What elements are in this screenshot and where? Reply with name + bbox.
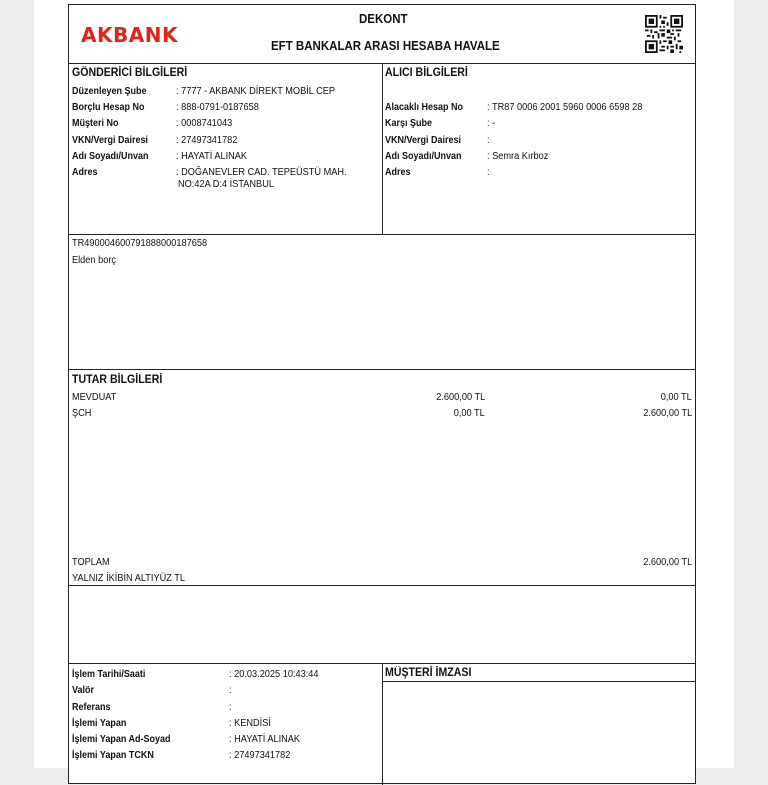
receiver-field-value: : TR87 0006 2001 5960 0006 6598 28 xyxy=(487,102,643,113)
sender-field-label: Adres xyxy=(72,167,98,178)
transaction-field-label: İşlemi Yapan TCKN xyxy=(72,750,154,761)
amount-in-words: YALNIZ İKİBİN ALTIYÜZ TL xyxy=(72,573,185,584)
document-title: DEKONT xyxy=(359,12,408,26)
sender-address-line1: : DOĞANEVLER CAD. TEPEÜSTÜ MAH. xyxy=(176,167,347,178)
transaction-field-label: Valör xyxy=(72,685,95,696)
receipt-document xyxy=(68,4,696,784)
amount-row-debit: 0,00 TL xyxy=(453,408,485,419)
transaction-field-value: : 27497341782 xyxy=(229,750,291,761)
transaction-field-value: : xyxy=(229,702,232,713)
sender-field-label: Borçlu Hesap No xyxy=(72,102,145,113)
transaction-field-value: : 20.03.2025 10:43:44 xyxy=(229,669,319,680)
receiver-field-label: Adres xyxy=(385,167,411,178)
transaction-note: Elden borç xyxy=(72,255,116,266)
divider xyxy=(69,369,695,370)
transaction-field-value: : xyxy=(229,685,232,696)
sender-field-label: VKN/Vergi Dairesi xyxy=(72,135,149,146)
receiver-field-label: Adı Soyadı/Unvan xyxy=(385,151,462,162)
transaction-field-label: İşlem Tarihi/Saati xyxy=(72,669,146,680)
total-value: 2.600,00 TL xyxy=(643,557,692,568)
amount-row-credit: 0,00 TL xyxy=(660,392,692,403)
sender-field-value: : 888-0791-0187658 xyxy=(176,102,259,113)
akbank-logo: AKBANK xyxy=(81,23,178,47)
transaction-field-value: : HAYATİ ALINAK xyxy=(229,734,301,745)
transaction-field-label: Referans xyxy=(72,702,111,713)
divider xyxy=(69,585,695,586)
receiver-section-title: ALICI BİLGİLERİ xyxy=(385,67,468,79)
sender-field-label: Düzenleyen Şube xyxy=(72,86,147,97)
amount-row-label: MEVDUAT xyxy=(72,392,117,403)
sender-field-label: Adı Soyadı/Unvan xyxy=(72,151,149,162)
sender-field-value: : 27497341782 xyxy=(176,135,238,146)
divider xyxy=(382,63,383,234)
receiver-field-label: VKN/Vergi Dairesi xyxy=(385,135,462,146)
document-subtitle: EFT BANKALAR ARASI HESABA HAVALE xyxy=(271,39,500,53)
amount-row-credit: 2.600,00 TL xyxy=(643,408,692,419)
receiver-field-label: Alacaklı Hesap No xyxy=(385,102,464,113)
sender-field-value: : HAYATİ ALINAK xyxy=(176,151,248,162)
divider xyxy=(69,234,695,235)
transaction-field-label: İşlemi Yapan xyxy=(72,718,127,729)
sender-section-title: GÖNDERİCİ BİLGİLERİ xyxy=(72,67,188,79)
sender-iban: TR490004600791888000187658 xyxy=(72,238,208,249)
sender-field-value: : 7777 - AKBANK DİREKT MOBİL CEP xyxy=(176,86,336,97)
receiver-field-value: : Semra Kırboz xyxy=(487,151,549,162)
receiver-field-label: Karşı Şube xyxy=(385,118,433,129)
receiver-field-value: : - xyxy=(487,118,496,129)
divider xyxy=(382,681,695,682)
amount-row-debit: 2.600,00 TL xyxy=(436,392,485,403)
receiver-field-value: : xyxy=(487,167,490,178)
sender-field-value: : 0008741043 xyxy=(176,118,233,129)
receiver-field-value: : xyxy=(487,135,490,146)
sender-address-line2: NO:42A D:4 İSTANBUL xyxy=(178,179,274,190)
customer-signature-title: MÜŞTERİ İMZASI xyxy=(385,667,472,679)
amount-row-label: ŞCH xyxy=(72,408,92,419)
amounts-section-title: TUTAR BİLGİLERİ xyxy=(72,374,163,386)
transaction-field-label: İşlemi Yapan Ad-Soyad xyxy=(72,734,171,745)
transaction-field-value: : KENDİSİ xyxy=(229,718,271,729)
qr-code-icon xyxy=(645,15,683,53)
total-label: TOPLAM xyxy=(72,557,110,568)
sender-field-label: Müşteri No xyxy=(72,118,119,129)
